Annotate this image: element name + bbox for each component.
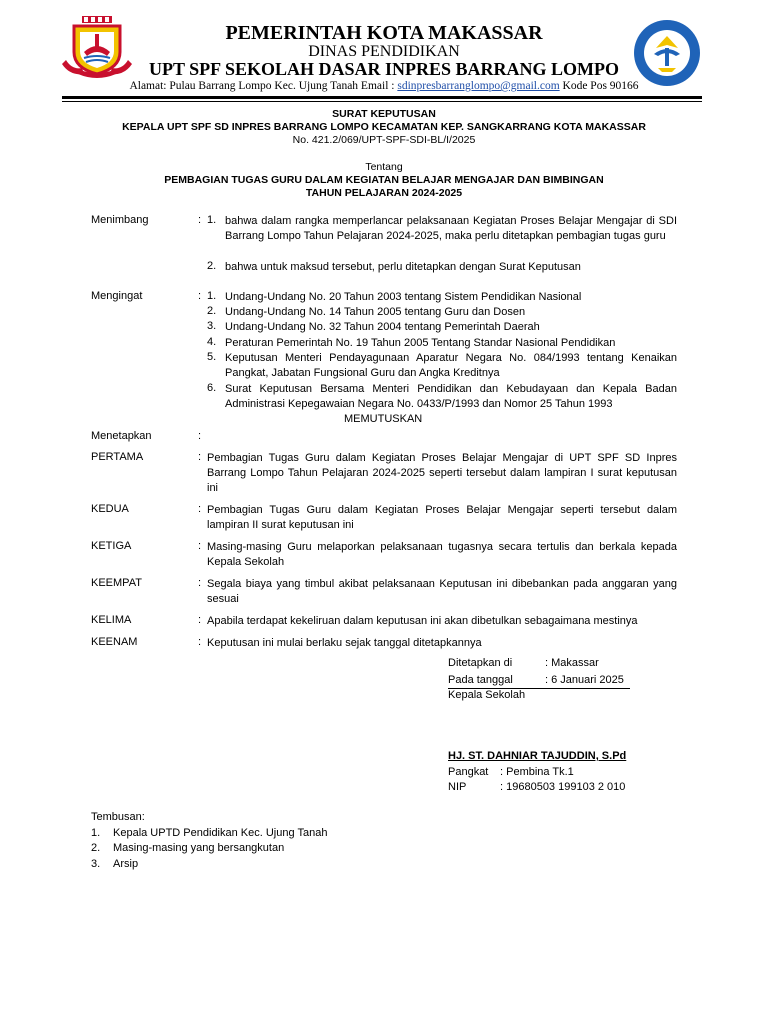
decision-label: KEDUA [91,503,129,515]
decision-text: Keputusan ini mulai berlaku sejak tanggal ditetapkannya [207,637,482,649]
mengingat-item: Surat Keputusan Bersama Menteri Pendidikan dan Kebudayaan dan Kepala Badan Administrasi Kepegawaian Negara No. 0433/P/1993 dan Nomor 25 Tahun 1993 [225,383,677,411]
place-value: : Makassar [545,657,599,669]
decision-label: KEENAM [91,636,138,648]
mengingat-item: Undang-Undang No. 20 Tahun 2003 tentang Sistem Pendidikan Nasional [225,291,582,303]
rank-value: : Pembina Tk.1 [500,766,574,778]
doc-subject-line2: TAHUN PELAJARAN 2024-2025 [305,187,463,199]
list-number: 3. [91,858,101,870]
place-label: Ditetapkan di [448,657,513,669]
address-text: Alamat: Pulau Barrang Lompo Kec. Ujung Tanah Email : [129,80,398,92]
menetapkan-label: Menetapkan [91,430,152,442]
mengingat-item: Peraturan Pemerintah No. 19 Tahun 2005 Tentang Standar Nasional Pendidikan [225,337,616,349]
date-label: Pada tanggal [448,674,513,686]
decision-text: Apabila terdapat kekeliruan dalam keputusan ini akan dibetulkan sebagaimana mestinya [207,615,638,627]
signer-position: Kepala Sekolah [448,689,526,701]
decision-label: KETIGA [91,540,132,552]
letterhead-department: DINAS PENDIDIKAN [308,43,460,60]
memutuskan-heading: MEMUTUSKAN [344,413,423,425]
nip-value: : 19680503 199103 2 010 [500,781,626,793]
list-number: 2. [207,260,217,272]
menimbang-item: bahwa untuk maksud tersebut, perlu ditetapkan dengan Surat Keputusan [225,261,581,273]
decision-label: KEEMPAT [91,577,142,589]
decision-text: Pembagian Tugas Guru dalam Kegiatan Proses Belajar Mengajar di UPT SPF SD Inpres Barrang Lompo Tahun Pelajaran 2024-2025 seperti tersebut dalam lampiran I surat keputusan ini [207,452,677,495]
doc-issuer: KEPALA UPT SPF SD INPRES BARRANG LOMPO KECAMATAN KEP. SANGKARRANG KOTA MAKASSAR [122,121,646,133]
colon: : [198,451,202,463]
postal-code-text: Kode Pos 90166 [559,80,639,92]
doc-number: No. 421.2/069/UPT-SPF-SDI-BL/I/2025 [292,134,476,146]
colon: : [198,636,202,648]
mengingat-item: Undang-Undang No. 32 Tahun 2004 tentang Pemerintah Daerah [225,321,540,333]
email-link[interactable]: sdinpresbarranglompo@gmail.com [397,80,560,92]
list-number: 5. [207,351,217,363]
letterhead-government: PEMERINTAH KOTA MAKASSAR [225,22,543,44]
doc-tentang: Tentang [365,161,403,173]
nip-label: NIP [448,781,467,793]
letterhead-rule-thin [62,101,702,102]
colon: : [198,503,202,515]
menimbang-label: Menimbang [91,214,149,226]
list-number: 4. [207,336,217,348]
list-number: 1. [207,290,217,302]
mengingat-item: Undang-Undang No. 14 Tahun 2005 tentang Guru dan Dosen [225,306,526,318]
colon: : [198,577,202,589]
date-value: : 6 Januari 2025 [545,674,624,686]
list-number: 6. [207,382,217,394]
list-number: 2. [207,305,217,317]
letterhead-rule-thick [62,96,702,99]
colon: : [198,214,202,226]
doc-type: SURAT KEPUTUSAN [332,108,436,120]
list-number: 3. [207,320,217,332]
tembusan-item: Kepala UPTD Pendidikan Kec. Ujung Tanah [113,827,328,839]
list-number: 1. [207,214,217,226]
decision-text: Masing-masing Guru melaporkan pelaksanaan tugasnya secara tertulis dan berkala kepada Kepala Sekolah [207,541,677,569]
decision-label: PERTAMA [91,451,144,463]
list-number: 2. [91,842,101,854]
list-number: 1. [91,827,101,839]
mengingat-item: Keputusan Menteri Pendayagunaan Aparatur Negara No. 084/1993 tentang Kenaikan Pangkat, Jabatan Fungsional Guru dan Angka Kreditnya [225,352,677,380]
rank-label: Pangkat [448,766,489,778]
doc-subject-line1: PEMBAGIAN TUGAS GURU DALAM KEGIATAN BELAJAR MENGAJAR DAN BIMBINGAN [164,174,604,186]
letterhead-school: UPT SPF SEKOLAH DASAR INPRES BARRANG LOMPO [148,59,620,79]
colon: : [198,614,202,626]
decision-text: Segala biaya yang timbul akibat pelaksanaan Keputusan ini dibebankan pada anggaran yang sesuai [207,578,677,606]
colon: : [198,430,202,442]
signer-name: HJ. ST. DAHNIAR TAJUDDIN, S.Pd [448,750,627,762]
decision-text: Pembagian Tugas Guru dalam Kegiatan Proses Belajar Mengajar seperti tersebut dalam lampiran II surat keputusan ini [207,504,677,532]
mengingat-label: Mengingat [91,290,143,302]
tembusan-item: Masing-masing yang bersangkutan [113,842,285,854]
decision-label: KELIMA [91,614,132,626]
tembusan-label: Tembusan: [91,811,145,823]
menimbang-item: bahwa dalam rangka memperlancar pelaksanaan Kegiatan Proses Belajar Mengajar di SDI Barrang Lompo Tahun Pelajaran 2024-2025, maka perlu ditetapkan pembagian tugas guru [225,215,677,243]
tembusan-item: Arsip [113,858,139,870]
colon: : [198,540,202,552]
letterhead-address [100,80,668,92]
colon: : [198,290,202,302]
